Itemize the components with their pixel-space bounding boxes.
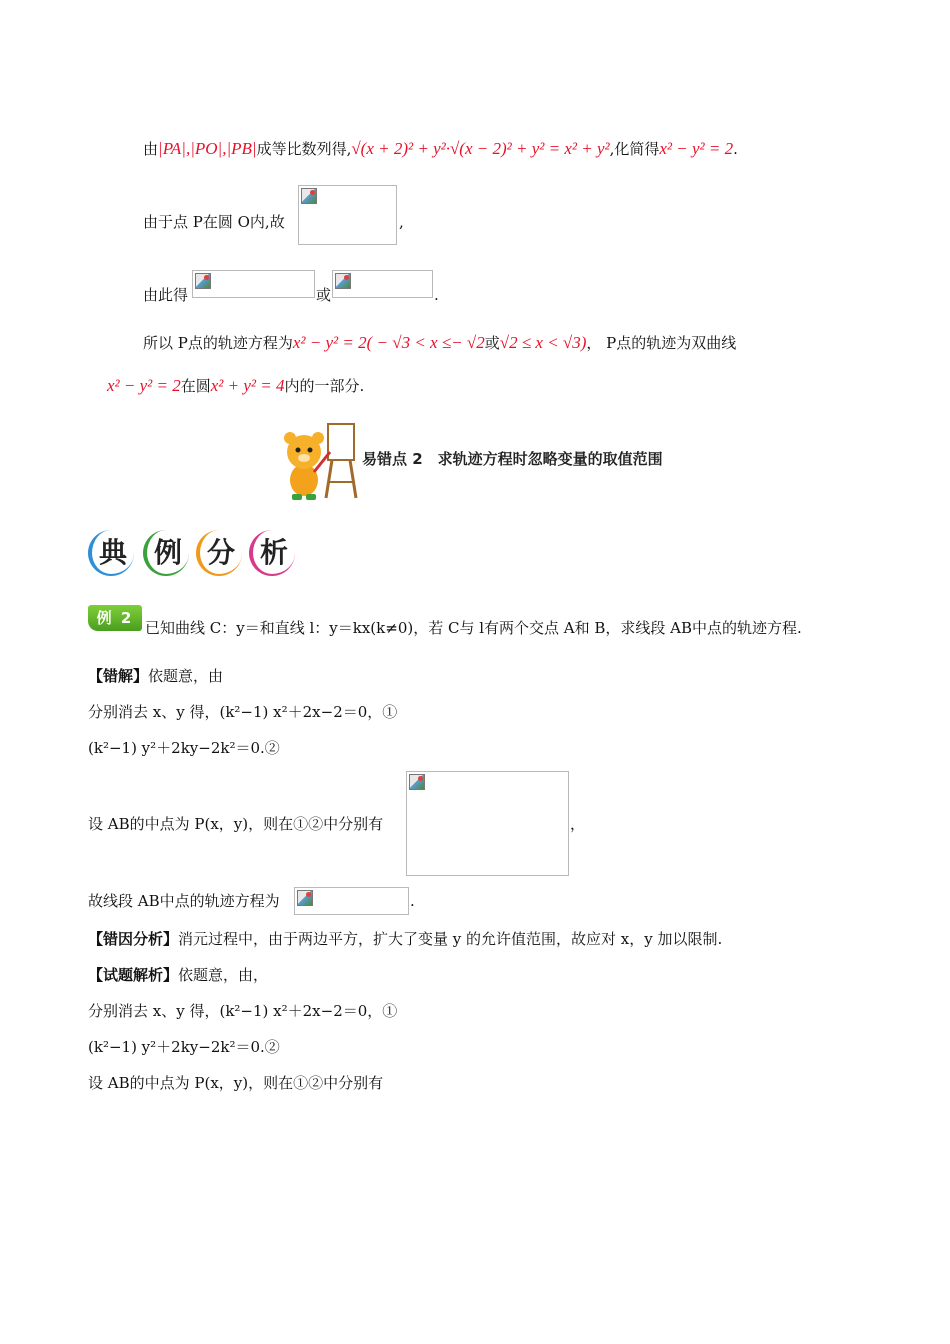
solution-line3: 设 AB的中点为 P(x，y)，则在①②中分别有 — [88, 1074, 384, 1092]
header-char-xi: 析 — [249, 530, 295, 576]
header-char-fen: 分 — [196, 530, 242, 576]
wrong-line3-end: ， — [570, 815, 586, 833]
broken-image-icon — [195, 273, 211, 289]
header-char-dian: 典 — [88, 530, 134, 576]
math-result: x² − y² = 2 — [659, 139, 734, 158]
math-range1: x² − y² = 2( − √3 < x ≤− √2 — [292, 333, 485, 352]
wrong-intro: 【错解】依题意，由 — [88, 667, 224, 685]
para5: x² − y² = 2在圆x² + y² = 4内的一部分. — [107, 376, 365, 395]
broken-image-1 — [298, 185, 397, 245]
section-title: 易错点 2 求轨迹方程时忽略变量的取值范围 — [362, 450, 663, 468]
reason: 【错因分析】消元过程中，由于两边平方，扩大了变量 y 的允许值范围，故应对 x，y 加以限制. — [88, 930, 723, 948]
math-ratio: |PA|,|PO|,|PB| — [158, 139, 257, 158]
broken-image-5 — [294, 887, 409, 915]
broken-image-3 — [332, 270, 433, 298]
para3: 由此得 — [143, 286, 189, 304]
para4: 所以 P点的轨迹方程为x² − y² = 2( − √3 < x ≤− √2或√2 ≤ x < √3)， P点的轨迹为双曲线 — [143, 333, 737, 352]
broken-image-2 — [192, 270, 315, 298]
math-equation: √(x + 2)² + y²·√(x − 2)² + y² = x² + y² — [351, 139, 610, 158]
example-text: 已知曲线 C：y＝和直线 l：y＝kx(k≠0)，若 C与 l有两个交点 A和 B，求线段 AB中点的轨迹方程. — [145, 619, 802, 637]
math-circle: x² + y² = 4 — [210, 376, 285, 395]
math-range2: √2 ≤ x < √3) — [499, 333, 587, 352]
broken-image-icon — [301, 188, 317, 204]
wrong-line2: (k²−1) y²＋2ky−2k²＝0.② — [88, 739, 280, 757]
wrong-line4-end: . — [410, 892, 415, 910]
header-char-li: 例 — [143, 530, 189, 576]
para2-end: , — [399, 213, 404, 231]
para3-end: . — [434, 286, 439, 304]
math-hyperbola: x² − y² = 2 — [107, 376, 181, 395]
para1: 由|PA|,|PO|,|PB|成等比数列得,√(x + 2)² + y²·√(x − 2)² + y² = x² + y²,化简得x² − y² = 2. — [143, 139, 738, 158]
broken-image-4 — [406, 771, 569, 876]
broken-image-icon — [335, 273, 351, 289]
solution-line2: (k²−1) y²＋2ky−2k²＝0.② — [88, 1038, 280, 1056]
solution-intro: 【试题解析】依题意，由， — [88, 966, 269, 984]
wrong-line4: 故线段 AB中点的轨迹方程为 — [88, 892, 280, 910]
para3-or: 或 — [316, 286, 332, 304]
broken-image-icon — [297, 890, 313, 906]
broken-image-icon — [409, 774, 425, 790]
wrong-line1: 分别消去 x、y 得，(k²−1) x²＋2x−2＝0，① — [88, 703, 398, 721]
wrong-line3: 设 AB的中点为 P(x，y)，则在①②中分别有 — [88, 815, 384, 833]
example-badge: 例 2 — [88, 605, 142, 631]
solution-line1: 分别消去 x、y 得，(k²−1) x²＋2x−2＝0，① — [88, 1002, 398, 1020]
para2: 由于点 P在圆 O内,故 — [143, 213, 285, 231]
bear-mascot-icon — [280, 416, 360, 502]
